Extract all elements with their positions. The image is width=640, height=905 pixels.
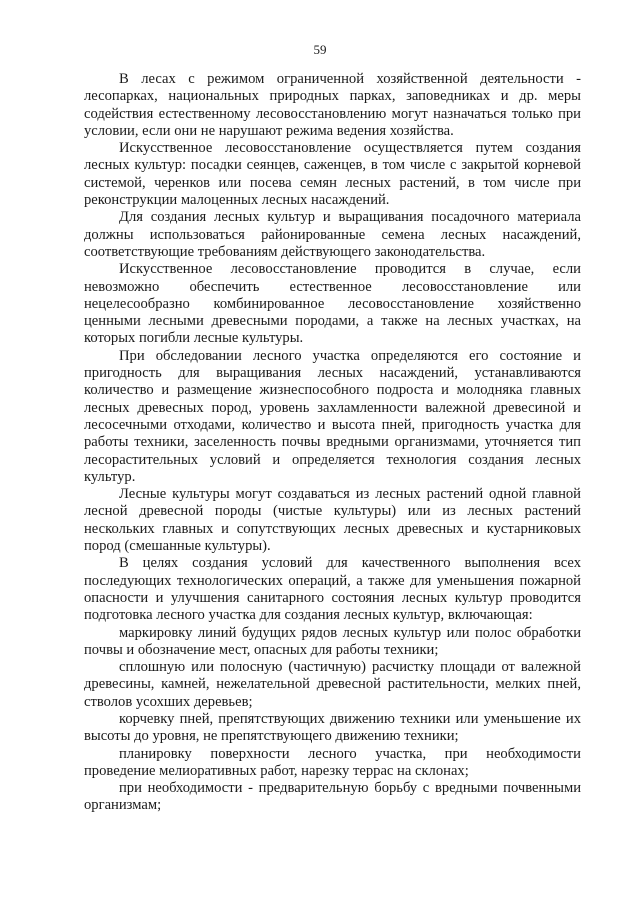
body-text (84, 71, 581, 815)
paragraph: В лесах с режимом ограниченной хозяйственной деятельности - лесопарках, национальных природных парках, заповедниках и др. меры содействия естественному лесовосстановлению могут назначаться только при условии, если они не нарушают режима ведения хозяйства. (84, 71, 581, 139)
list-item: при необходимости - предварительную борьбу с вредными почвенными организмам; (84, 780, 581, 814)
paragraph: Лесные культуры могут создаваться из лесных растений одной главной лесной древесной породы (чистые культуры) или из лесных растений нескольких главных и сопутствующих лесных древесных и кустарниковых пород (смешанные культуры). (84, 486, 581, 555)
paragraph: Искусственное лесовосстановление проводится в случае, если невозможно обеспечить естественное лесовосстановление или нецелесообразно комбинированное лесовосстановление хозяйственно ценными лесными древесными породами, а также на лесных участках, на которых погибли лесные культуры. (84, 261, 581, 347)
list-item: сплошную или полосную (частичную) расчистку площади от валежной древесины, камней, нежелательной древесной растительности, мелких пней, стволов усохших деревьев; (84, 659, 581, 710)
list-item: корчевку пней, препятствующих движению техники или уменьшение их высоты до уровня, не препятствующего движению техники; (84, 710, 581, 745)
page-number: 59 (313, 42, 327, 57)
list-item: маркировку линий будущих рядов лесных культур или полос обработки почвы и обозначение мест, опасных для работы техники; (84, 624, 581, 658)
paragraph: Искусственное лесовосстановление осуществляется путем создания лесных культур: посадки сеянцев, саженцев, в том числе с закрытой корневой системой, черенков или посева семян лесных растений, в том числе при реконструкции малоценных лесных насаждений. (84, 140, 581, 209)
paragraph: В целях создания условий для качественного выполнения всех последующих технологических операций, а также для уменьшения пожарной опасности и улучшения санитарного состояния лесных культур проводится подготовка лесного участка для создания лесных культур, включающая: (84, 555, 581, 624)
paragraph: При обследовании лесного участка определяются его состояние и пригодность для выращивания лесных насаждений, устанавливаются количество и размещение жизнеспособного подроста и молодняка главных лесных древесных пород, уровень захламленности валежной древесиной и лесосечными отходами, количество и высота пней, пригодность участка для работы техники, заселенность почвы вредными организмами, уточняется тип лесорастительных условий и определяется технология создания лесных культур. (84, 347, 581, 485)
paragraph: Для создания лесных культур и выращивания посадочного материала должны использоваться районированные семена лесных насаждений, соответствующие требованиям действующего законодательства. (84, 209, 581, 260)
list-item: планировку поверхности лесного участка, при необходимости проведение мелиоративных работ, нарезку террас на склонах; (84, 745, 581, 779)
